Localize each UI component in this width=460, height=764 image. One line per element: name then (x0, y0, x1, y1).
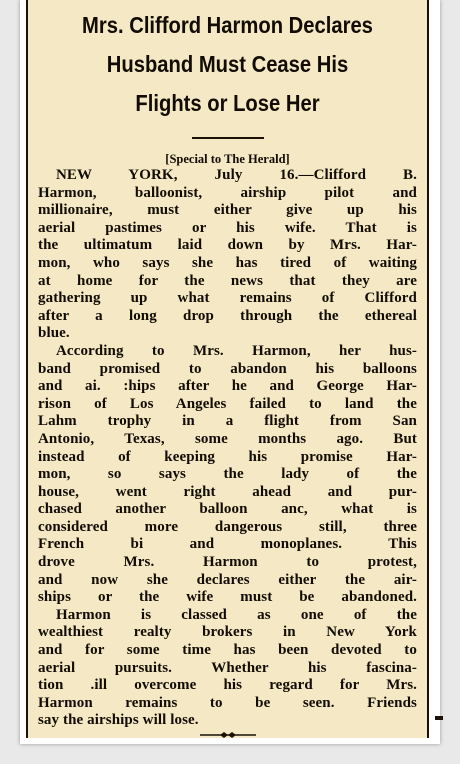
text-line: ships or the wife must be abandoned. (38, 589, 417, 606)
edge-mark (435, 716, 443, 720)
text-line: millionaire, must either give up his (38, 202, 417, 219)
headline-divider (192, 137, 264, 139)
image-frame (20, 0, 440, 744)
headline-line: Mrs. Clifford Harmon Declares (82, 12, 373, 38)
text-line: the ultimatum laid down by Mrs. Har- (38, 237, 417, 254)
text-line: house, went right ahead and pur- (38, 483, 417, 500)
text-line: and for some time has been devoted to (38, 642, 417, 659)
paragraph-1 (38, 167, 417, 343)
text-line: chased another balloon anc, what is (38, 501, 417, 518)
text-line: blue. (38, 325, 70, 342)
text-line: mon, who says she has tired of waiting (38, 254, 417, 271)
text-line: Harmon is classed as one of the (56, 606, 417, 623)
text-line: wealthiest realty brokers in New York (38, 624, 417, 641)
text-line: say the airships will lose. (38, 712, 199, 729)
text-line: considered more dangerous still, three (38, 518, 417, 535)
headline-line: Husband Must Cease His (106, 51, 349, 77)
text-line: mon, so says the lady of the (38, 466, 417, 483)
text-line: and ai. :hips after he and George Har- (38, 378, 417, 395)
headline-line: Flights or Lose Her (135, 90, 320, 116)
text-line: drove Mrs. Harmon to protest, (38, 554, 417, 571)
headline (56, 0, 399, 123)
text-line: after a long drop through the ethereal (38, 307, 417, 324)
text-line: aerial pastimes or his wife. That is (38, 219, 417, 236)
end-ornament-icon (198, 731, 258, 739)
text-line: at home for the news that they are (38, 272, 417, 289)
text-line: and now she declares either the air- (38, 571, 417, 588)
text-line: gathering up what remains of Clifford (38, 290, 417, 307)
text-line: Harmon, balloonist, airship pilot and (38, 184, 417, 201)
text-line: aerial pursuits. Whether his fascina- (38, 659, 417, 676)
text-line: According to Mrs. Harmon, her hus- (56, 342, 417, 359)
text-line: Lahm trophy in a flight from San (38, 413, 417, 430)
text-line: Antonio, Texas, some months ago. But (38, 430, 417, 447)
text-line: French bi and monoplanes. This (38, 536, 417, 553)
text-line: instead of keeping his promise Har- (38, 448, 417, 465)
newspaper-clipping (26, 0, 429, 738)
paragraph-2 (38, 343, 417, 607)
article-body (28, 167, 427, 730)
paragraph-3 (38, 607, 417, 730)
text-line: NEW YORK, July 16.—Clifford B. (56, 167, 417, 183)
special-credit: [Special to The Herald] (165, 152, 290, 166)
text-line: band promised to abandon his balloons (38, 360, 417, 377)
text-line: tion .ill overcome his regard for Mrs. (38, 677, 417, 694)
text-line: rison of Los Angeles failed to land the (38, 395, 417, 412)
text-line: Harmon remains to be seen. Friends (38, 694, 417, 711)
